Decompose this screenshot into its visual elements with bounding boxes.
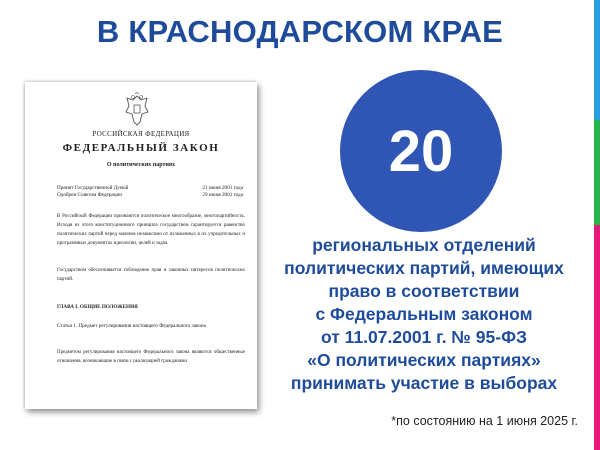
doc-law-type: ФЕДЕРАЛЬНЫЙ ЗАКОН — [62, 142, 220, 154]
count-value: 20 — [388, 118, 454, 184]
page-title: В КРАСНОДАРСКОМ КРАЕ — [96, 14, 504, 49]
doc-country: РОССИЙСКАЯ ФЕДЕРАЦИЯ — [92, 130, 190, 138]
count-circle — [340, 70, 502, 232]
doc-article-heading: Статья 1. Предмет регулирования настоящего Федерального закона — [57, 323, 206, 329]
doc-dates-block — [202, 185, 243, 199]
description-line: от 11.07.2001 г. № 95-ФЗ — [321, 327, 527, 347]
doc-paragraph: Государством обеспечивается соблюдение прав и законных интересов политических партий. — [57, 268, 245, 282]
doc-adopted-date: 21 июня 2001 года — [202, 185, 243, 191]
description-line: принимать участие в выборах — [290, 373, 558, 393]
law-document-image — [25, 82, 257, 409]
edge-stripe-green — [594, 120, 600, 225]
doc-adoption-block — [57, 185, 128, 199]
description-line: региональных отделений — [312, 235, 536, 255]
description-line: с Федеральным законом — [315, 304, 533, 324]
doc-chapter-heading: ГЛАВА I. ОБЩИЕ ПОЛОЖЕНИЯ — [57, 304, 138, 310]
doc-approved: Одобрен Советом Федерации — [57, 192, 123, 198]
doc-paragraph: Предметом регулирования настоящего Федерального закона являются общественные отношения, возникающие в связи с реализацией гражданами — [57, 350, 245, 364]
description-line: право в соответствии — [328, 281, 520, 301]
doc-law-name: О политических партиях — [106, 162, 176, 168]
footnote: *по состоянию на 1 июня 2025 г. — [391, 414, 578, 428]
description-text — [248, 234, 600, 395]
description-line: «О политических партиях» — [307, 350, 541, 370]
doc-adopted: Принят Государственной Думой — [57, 185, 129, 191]
edge-stripe-blue — [594, 0, 600, 120]
coat-of-arms-icon — [123, 92, 151, 126]
doc-paragraph: В Российской Федерации признаются политическое многообразие, многопартийность. Исходя из этого конституционного принципа государством гарантируется равенство политических партий перед законом независимо от изложенных в их учредительных и программных документах идеологии, целей и задач. — [57, 214, 245, 246]
doc-approved-date: 29 июня 2001 года — [202, 192, 243, 198]
description-line: политических партий, имеющих — [284, 258, 564, 278]
